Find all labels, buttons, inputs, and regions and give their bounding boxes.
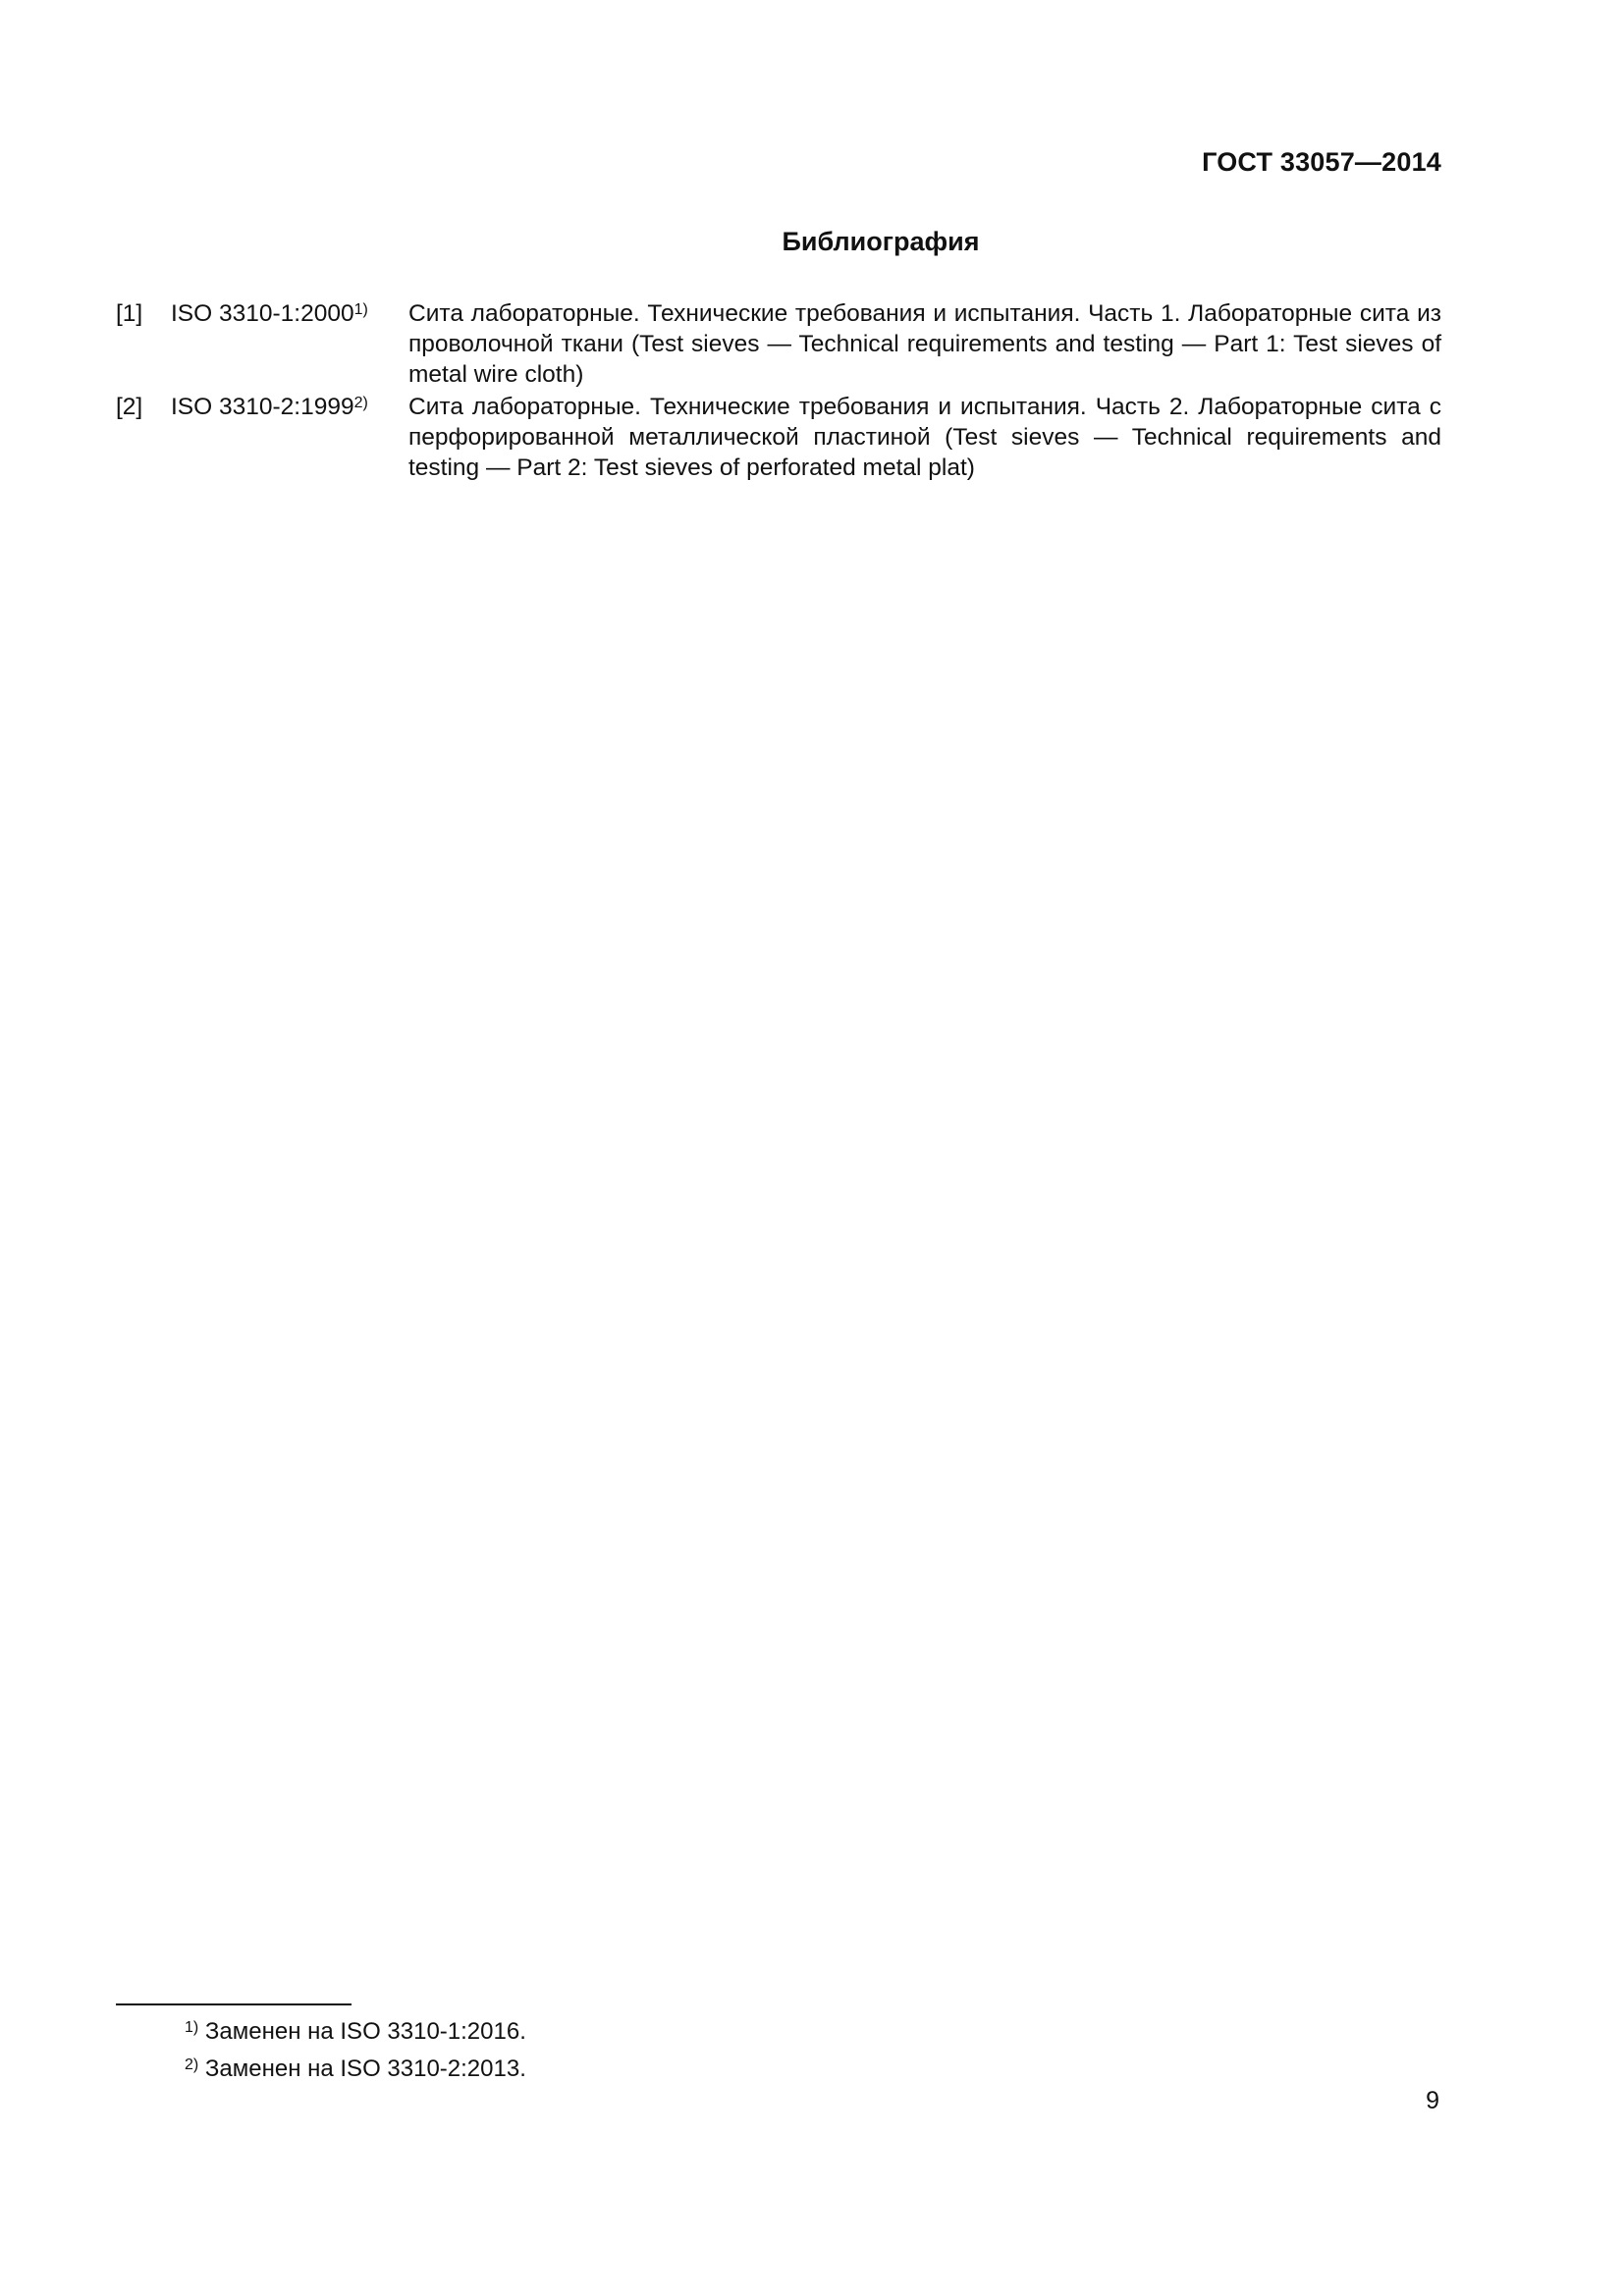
footnote-text: Заменен на ISO 3310-2:2013. [204, 2056, 526, 2082]
footnote-mark: 1) [353, 301, 368, 318]
footnote-text: Заменен на ISO 3310-1:2016. [204, 2018, 526, 2045]
footnote [185, 2013, 526, 2051]
bibliography-list [116, 298, 1441, 485]
footnote-mark: 2) [353, 395, 368, 411]
page-number: 9 [1426, 2087, 1439, 2114]
entry-reference [171, 392, 408, 483]
footnote-mark: 1) [185, 2019, 199, 2036]
bibliography-entry [116, 392, 1441, 483]
bibliography-entry [116, 298, 1441, 390]
footnote-separator [116, 2003, 352, 2005]
entry-number: [1] [116, 300, 143, 327]
entry-description: Сита лабораторные. Технические требования и испытания. Часть 1. Лабораторные сита из проволочной ткани (Test sieves — Technical requirements and testing — Part 1: Test sieves of metal wire cloth) [408, 300, 1441, 388]
section-title: Библиография [782, 227, 980, 256]
reference-code: ISO 3310-1:2000 [171, 300, 354, 327]
entry-number: [2] [116, 394, 143, 420]
entry-reference [171, 298, 408, 390]
footnote [185, 2051, 526, 2088]
footnotes [185, 2013, 526, 2088]
document-code: ГОСТ 33057—2014 [1202, 147, 1441, 177]
reference-code: ISO 3310-2:1999 [171, 394, 354, 420]
entry-description: Сита лабораторные. Технические требования и испытания. Часть 2. Лабораторные сита с перфорированной металлической пластиной (Test sieves — Technical requirements and testing — Part 2: Test sieves of perforated metal plat) [408, 394, 1441, 481]
footnote-mark: 2) [185, 2056, 199, 2073]
